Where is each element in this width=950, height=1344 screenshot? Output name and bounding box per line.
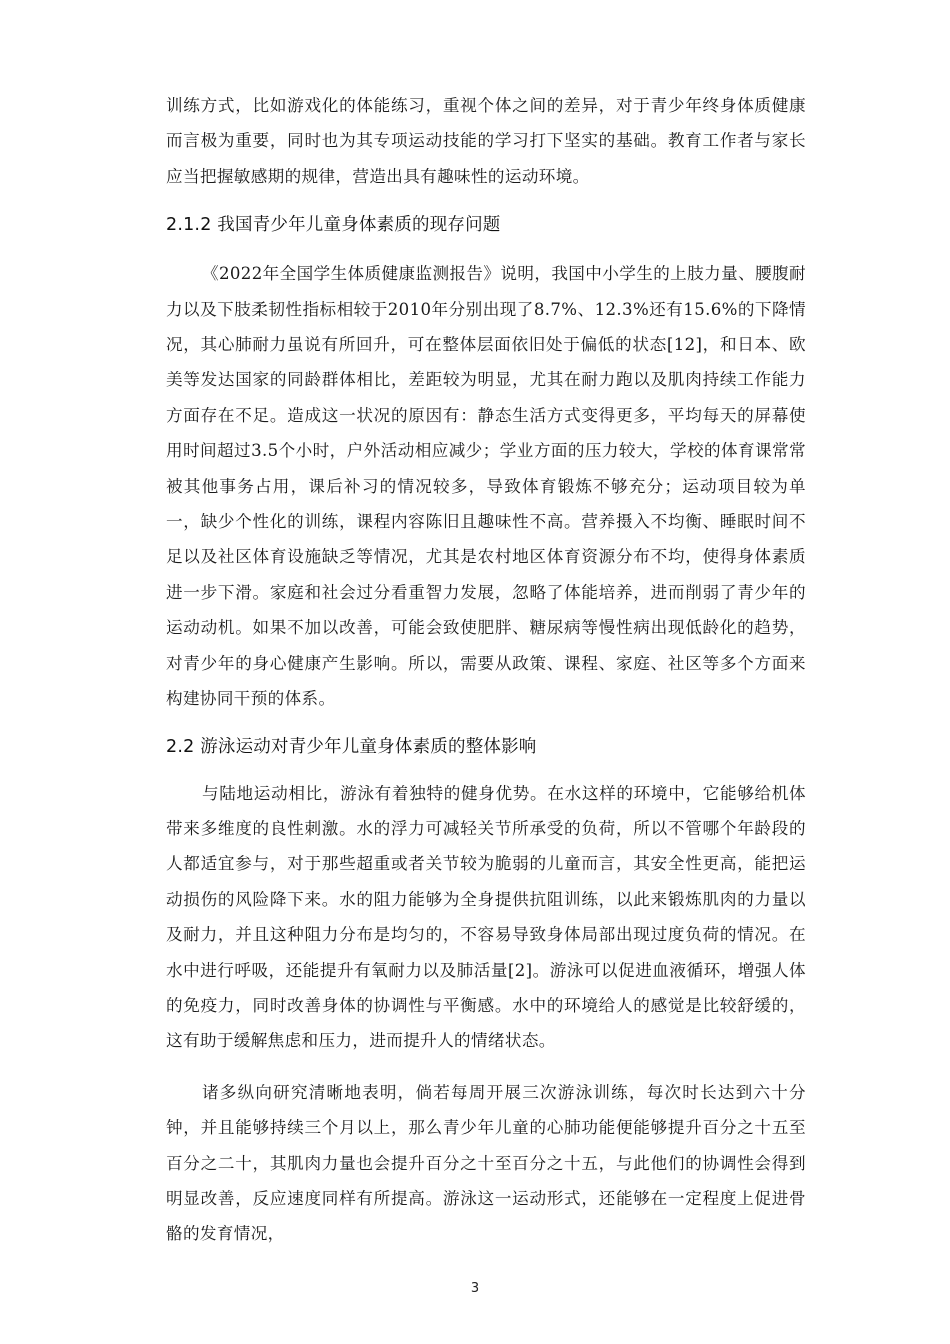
heading-section-2-1-2: 2.1.2 我国青少年儿童身体素质的现存问题 [166, 215, 501, 236]
paragraph-swimming-benefits: 与陆地运动相比，游泳有着独特的健身优势。在水这样的环境中，它能够给机体带来多维度的良性刺激。水的浮力可减轻关节所承受的负荷，所以不管哪个年龄段的人都适宜参与，对于那些超重或者关节较为脆弱的儿童而言，其安全性更高，能把运动损伤的风险降下来。水的阻力能够为全身提供抗阻训练，以此来锻炼肌肉的力量以及耐力，并且这种阻力分布是均匀的，不容易导致身体局部出现过度负荷的情况。在水中进行呼吸，还能提升有氧耐力以及肺活量[2]。游泳可以促进血液循环，增强人体的免疫力，同时改善身体的协调性与平衡感。水中的环境给人的感觉是比较舒缓的，这有助于缓解焦虑和压力，进而提升人的情绪状态。 [166, 783, 806, 1051]
page-body [166, 88, 806, 1252]
page-number: 3 [470, 1281, 480, 1296]
paragraph-spacer [166, 1059, 806, 1075]
paragraph-fitness-problems: 《2022年全国学生体质健康监测报告》说明，我国中小学生的上肢力量、腰腹耐力以及下肢柔韧性指标相较于2010年分别出现了8.7%、12.3%还有15.6%的下降情况，其心肺耐力虽说有所回升，可在整体层面依旧处于偏低的状态[12]，和日本、欧美等发达国家的同龄群体相比，差距较为明显，尤其在耐力跑以及肌肉持续工作能力方面存在不足。造成这一状况的原因有：静态生活方式变得更多，平均每天的屏幕使用时间超过3.5个小时，户外活动相应减少；学业方面的压力较大，学校的体育课常常被其他事务占用，课后补习的情况较多，导致体育锻炼不够充分；运动项目较为单一，缺少个性化的训练，课程内容陈旧且趣味性不高。营养摄入不均衡、睡眠时间不足以及社区体育设施缺乏等情况，尤其是农村地区体育资源分布不均，使得身体素质进一步下滑。家庭和社会过分看重智力发展，忽略了体能培养，进而削弱了青少年的运动动机。如果不加以改善，可能会致使肥胖、糖尿病等慢性病出现低龄化的趋势，对青少年的身心健康产生影响。所以，需要从政策、课程、家庭、社区等多个方面来构建协同干预的体系。 [166, 264, 806, 709]
paragraph-intro-continuation: 训练方式，比如游戏化的体能练习，重视个体之间的差异，对于青少年终身体质健康而言极为重要，同时也为其专项运动技能的学习打下坚实的基础。教育工作者与家长应当把握敏感期的规律，营造出具有趣味性的运动环境。 [166, 96, 806, 186]
paragraph-longitudinal-studies: 诸多纵向研究清晰地表明，倘若每周开展三次游泳训练，每次时长达到六十分钟，并且能够持续三个月以上，那么青少年儿童的心肺功能便能够提升百分之十五至百分之二十，其肌肉力量也会提升百分之十至百分之十五，与此他们的协调性会得到明显改善，反应速度同样有所提高。游泳这一运动形式，还能够在一定程度上促进骨骼的发育情况， [166, 1082, 806, 1244]
heading-section-2-2: 2.2 游泳运动对青少年儿童身体素质的整体影响 [166, 736, 537, 757]
